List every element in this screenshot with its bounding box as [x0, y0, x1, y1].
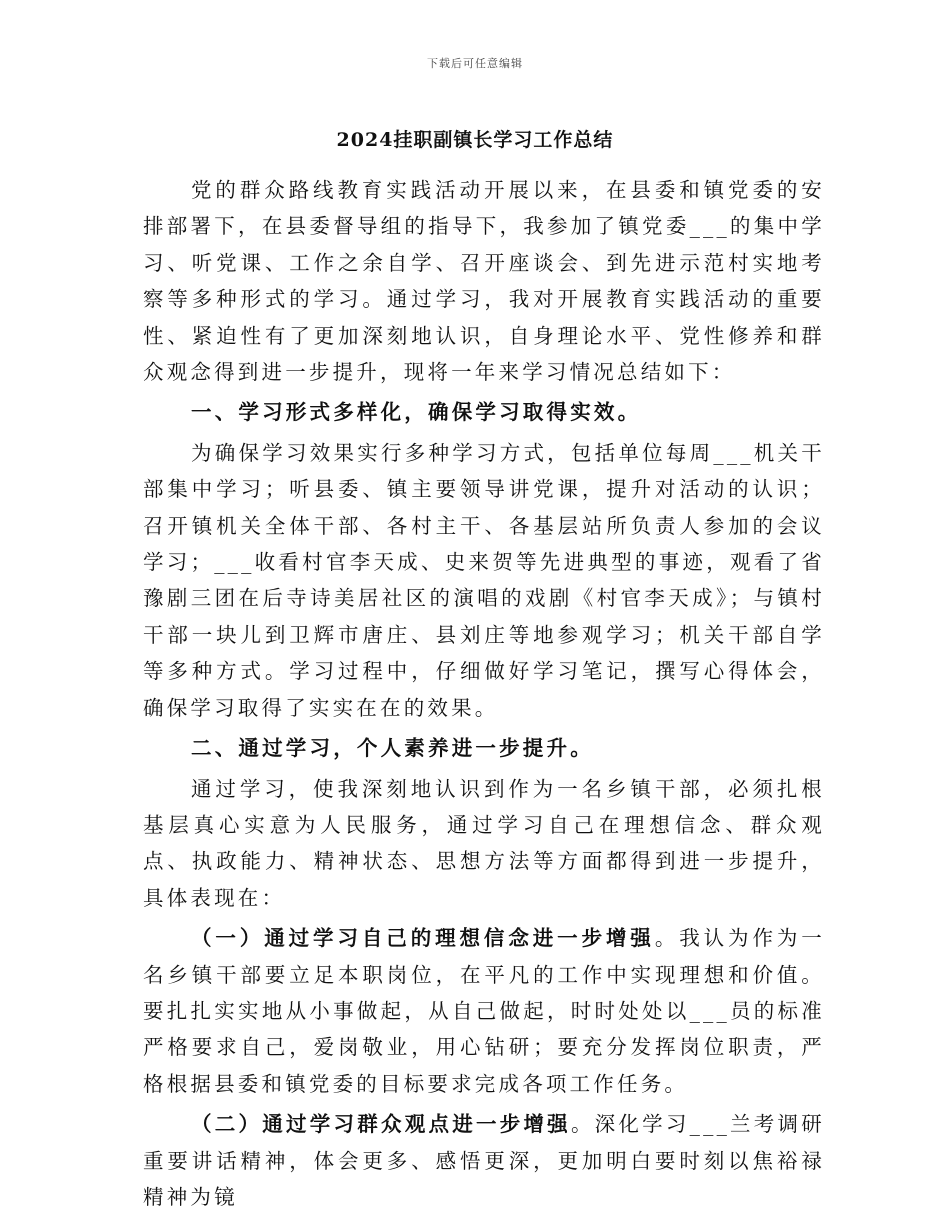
section-2-paragraph: 通过学习，使我深刻地认识到作为一名乡镇干部，必须扎根基层真心实意为人民服务，通过学习自己在理想信念、群众观点、执政能力、精神状态、思想方法等方面都得到进一步提升，具体表现在：	[143, 776, 825, 910]
item-1-body: 。我认为作为一名乡镇干部要立足本职岗位，在平凡的工作中实现理想和价值。要扎扎实实地从小事做起，从自己做起，时时处处以___员的标准严格要求自己，爱岗敬业，用心钻研；要充分发挥岗位职责，严格根据县委和镇党委的目标要求完成各项工作任务。	[143, 926, 825, 1096]
item-1-lead: （一）通过学习自己的理想信念进一步增强	[191, 926, 655, 951]
section-1-paragraph: 为确保学习效果实行多种学习方式，包括单位每周___机关干部集中学习；听县委、镇主要领导讲党课，提升对活动的认识；召开镇机关全体干部、各村主干、各基层站所负责人参加的会议学习；___收看村官李天成、史来贺等先进典型的事迹，观看了省豫剧三团在后寺诗美居社区的演唱的戏剧《村官李天成》；与镇村干部一块儿到卫辉市唐庄、县刘庄等地参观学习；机关干部自学等多种方式。学习过程中，仔细做好学习笔记，撰写心得体会，确保学习取得了实实在在的效果。	[143, 440, 825, 720]
intro-paragraph: 党的群众路线教育实践活动开展以来，在县委和镇党委的安排部署下，在县委督导组的指导下，我参加了镇党委___的集中学习、听党课、工作之余自学、召开座谈会、到先进示范村实地考察等多种形式的学习。通过学习，我对开展教育实践活动的重要性、紧迫性有了更加深刻地认识，自身理论水平、党性修养和群众观念得到进一步提升，现将一年来学习情况总结如下：	[143, 178, 825, 385]
section-1-heading: 一、学习形式多样化，确保学习取得实效。	[191, 400, 642, 425]
item-2-lead: （二）通过学习群众观点进一步增强	[191, 1112, 571, 1137]
document-title: 2024挂职副镇长学习工作总结	[336, 129, 614, 151]
header-note: 下载后可任意编辑	[427, 57, 523, 70]
section-2-heading: 二、通过学习，个人素养进一步提升。	[191, 736, 594, 761]
document-body	[143, 172, 825, 1215]
item-2-paragraph	[143, 1106, 825, 1215]
item-1-paragraph	[143, 920, 825, 1102]
item-2-body: 。深化学习___兰考调研重要讲话精神，体会更多、感悟更深，更加明白要时刻以焦裕禄精神为镜	[143, 1112, 825, 1209]
